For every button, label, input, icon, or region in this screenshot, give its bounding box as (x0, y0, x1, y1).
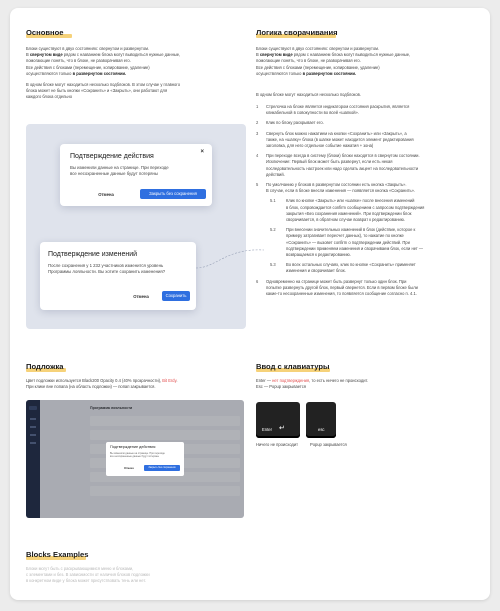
list-item-text (286, 227, 476, 258)
dialog-examples-canvas (26, 124, 246, 329)
text-line: возвращаемся к редактированию. (286, 252, 351, 257)
list-item-number: 2 (256, 120, 259, 126)
close-without-saving-button[interactable]: Закрыть без сохранения (144, 465, 180, 471)
text-line: заголовка, для него отдельное событие нажатия + зона) (266, 143, 374, 148)
enter-key-label: Enter (262, 427, 273, 432)
text-line: последовательность настроек или надо сделать акцент на последовательности (266, 165, 419, 171)
text-line: помогающие понять, что в блоке, не разворачивая его. (26, 58, 131, 64)
list-item-number: 5.2 (270, 227, 276, 233)
cancel-button[interactable]: Отмена (98, 192, 114, 197)
list-item-text (266, 120, 476, 126)
list-item-text (266, 104, 476, 116)
confirm-action-dialog (60, 144, 212, 206)
cancel-button[interactable]: Отмена (133, 294, 149, 299)
cancel-button[interactable]: Отмена (124, 467, 134, 470)
list-item-text (266, 182, 476, 194)
text-line: блока может не быть кнопки «Сохранить» и «Закрыть», они работают для (26, 88, 168, 94)
text-line: Клик по блоку раскрывает его. (266, 120, 324, 126)
text-line: Блоки могут быть с раскрывающимися меню и блоками, (26, 566, 134, 571)
text-line: также, на «шапку» блока (в шапке может находится элемент редактирования (266, 136, 414, 142)
blocks-examples-paragraph (26, 566, 246, 585)
collapse-paragraph-2: В одном блоке могут находиться несколько подблоков. (256, 92, 361, 97)
text-line: каждого блока отдельно (26, 94, 73, 100)
text-line: В свернутом виде рядом с названием блока могут выводиться нужные данные, (256, 52, 411, 58)
escape-key (306, 402, 336, 438)
close-icon[interactable]: × (200, 149, 204, 155)
text-line: в конкретном виде у блока может присутствовать тень или нет. (26, 578, 146, 584)
list-item-number: 1 (256, 104, 259, 109)
text-line: Во всех остальных случаях, клик по кнопке «Сохранить» применяет (286, 262, 416, 268)
text-line: попытке развернуть другой блок, первый свернется. Если в первом блоке были (266, 284, 418, 290)
text-line: При клике вне попапа (на область подложки) — попап закрывается. (26, 384, 156, 390)
list-item-number: 5.3 (270, 262, 276, 268)
escape-key-label: esc (318, 427, 325, 432)
text-line: В случае, если в блоке внесли изменения — появляется кнопка «Сохранить». (266, 188, 416, 194)
list-item-text (266, 279, 476, 298)
keyboard-paragraph (256, 378, 482, 390)
text-line: сворачивается, в обратном случае возврат к редактированию. (286, 217, 405, 222)
text-line: По умолчанию у блоков в развернутом состоянии есть кнопка «Закрыть». (266, 182, 407, 187)
collapse-paragraph-1 (256, 46, 482, 77)
dialog-text: Вы изменили данные на странице. При переходе все несохраненные данные будут потеряны (110, 452, 165, 459)
text-line: Enter — нет подтверждения, то есть ничего не происходит. (256, 378, 369, 383)
text-line: Одновременно на странице может быть развернут только один блок. При (266, 278, 407, 284)
section-heading-keyboard: Ввод с клавиатуры (256, 362, 330, 371)
list-item-text (266, 153, 476, 178)
overlay-paragraph (26, 378, 250, 390)
text-line: Цвет подложки используется Black200 Opacity 0.4 (40% прозрачности), Bit Erdy. (26, 378, 178, 383)
dialog-text: Вы изменили данные на странице. При переходе все несохраненные данные будут потеряны (70, 165, 169, 177)
main-paragraph-1 (26, 46, 236, 77)
list-item-text (286, 198, 476, 223)
escape-key-caption: Popup закрывается (310, 442, 347, 447)
list-item-number: 4 (256, 153, 259, 159)
list-item-number: 3 (256, 130, 259, 136)
text-line: Исключение: Первый блок может быть развернут, если есть некая (266, 159, 393, 165)
text-line: При внесении значительных изменений в блок (действие, которое к (286, 227, 416, 233)
text-line: осуществляются только в развернутом состоянии. (256, 70, 357, 76)
text-line: Esc — Popup закрывается (256, 384, 306, 390)
list-item-number: 6 (256, 278, 259, 284)
close-without-saving-button[interactable]: Закрыть без сохранения (140, 189, 206, 199)
text-line: какие-то несохраненные изменения, то появляется сообщение согласно п. 4.1. (266, 291, 417, 296)
list-item-text (266, 131, 476, 150)
text-line: осуществляются только в развернутом состоянии. (26, 70, 127, 76)
text-line: Блоки существуют в двух состояниях: свернутом и развернутом. (26, 46, 150, 51)
text-line: Все действия с блоками (перемещение, копирование, удаление) (256, 64, 380, 70)
dialog-title: Подтверждение изменений (48, 251, 138, 258)
enter-key (256, 402, 300, 438)
text-line: примеру затрагивает пересчет данных), то нажатие по кнопке (286, 233, 404, 239)
text-line: В свернутом виде рядом с названием блока могут выводиться нужные данные, (26, 52, 181, 58)
text-line: действий. (266, 171, 285, 177)
main-paragraph-2 (26, 82, 246, 101)
text-line: Клик по кнопке «Закрыть» или «шапке» после внесения изменений (286, 198, 415, 204)
dialog-title: Подтверждение действия (110, 445, 156, 449)
text-line: в блок, сопровождается confirm сообщением с запросом подтверждения (286, 204, 425, 210)
page-title: Программа лояльности (90, 406, 133, 410)
text-line: закрытия «Без сохранения изменений». При подтверждении блок (286, 210, 412, 216)
text-line: помогающие понять, что в блоке, не разворачивая его. (256, 58, 361, 64)
text-line: Блоки существуют в двух состояниях: свернутом и развернутом. (256, 46, 380, 51)
text-line: подтверждении применяем изменения и сворачиваем блок, если нет — (286, 245, 423, 251)
dialog-title: Подтверждение действия (70, 153, 154, 160)
list-item-number: 5 (256, 182, 259, 187)
text-line: кликабельной в совокупности во всей «шапкой». (266, 110, 359, 116)
text-line: «Сохранить» — вызовет confirm о подтверждении действий. При (286, 239, 410, 245)
mini-confirm-dialog (106, 442, 184, 476)
document-page (10, 8, 490, 600)
section-heading-overlay: Подложка (26, 362, 64, 371)
enter-key-caption: Ничего не происходит (256, 442, 298, 447)
text-line: изменения и сворачивает блок. (286, 268, 346, 274)
text-line: В одном блоке могут находиться несколько подблоков. В этом случае у главного (26, 82, 180, 87)
text-line: с элементами и без. В зависимости от наличия блоков подложки (26, 572, 150, 578)
text-line: Стрелочка на блоке является индикатором состояния раскрытия, является (266, 104, 410, 109)
list-item-text (286, 262, 476, 274)
dialog-text: После сохранения у 1 232 участников изменится уровень Программы лояльности. Вы хотите сохранить изменения? (48, 263, 166, 275)
section-heading-collapse-logic: Логика сворачивания (256, 28, 338, 37)
save-button[interactable]: Сохранить (162, 291, 190, 301)
section-heading-main: Основное (26, 28, 64, 37)
overlay-example-screenshot (26, 400, 244, 518)
return-arrow-icon: ↵ (279, 425, 285, 432)
text-line: При переходе всегда в систему (блоки) блоки находятся в свернутом состоянии. (266, 153, 420, 159)
confirm-changes-dialog (40, 242, 196, 310)
text-line: Свернуть блок можно нажатием на кнопки «Сохранить» или «Закрыть», а (266, 130, 407, 136)
section-heading-blocks-examples: Blocks Examples (26, 550, 89, 559)
text-line: Все действия с блоками (перемещение, копирование, удаление) (26, 64, 150, 70)
list-item-number: 5.1 (270, 198, 276, 204)
